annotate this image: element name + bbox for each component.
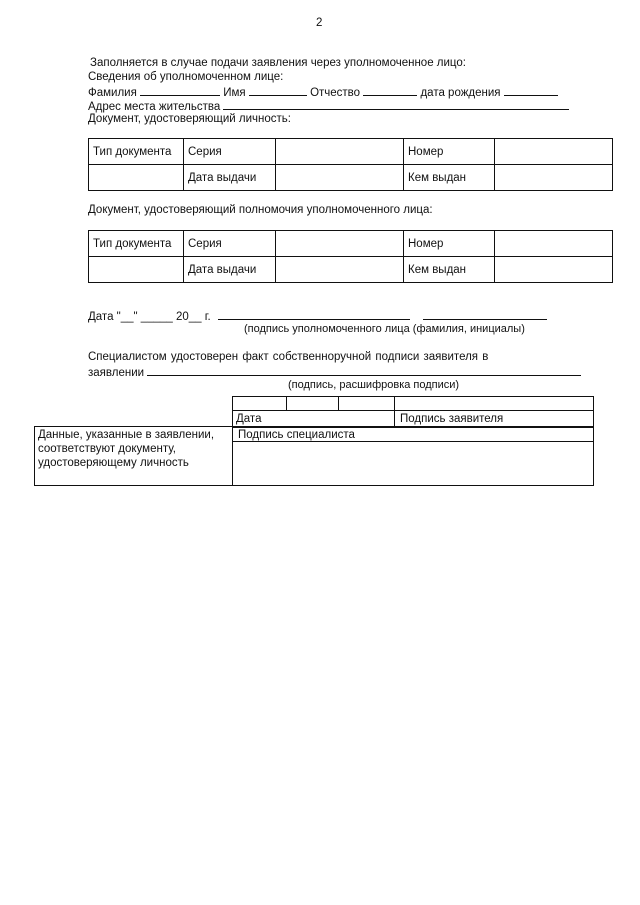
- auth-doc-number-field[interactable]: [495, 231, 613, 257]
- auth-doc-issue-date-field[interactable]: [276, 257, 404, 283]
- id-doc-series-field[interactable]: [276, 139, 404, 165]
- auth-doc-issued-by-field[interactable]: [495, 257, 613, 283]
- specialist-signature-field[interactable]: [147, 364, 581, 376]
- specialist-text-line2-label: заявлении: [88, 367, 145, 379]
- specialist-caption: (подпись, расшифровка подписи): [288, 379, 460, 391]
- data-note: Данные, указанные в заявлении, соответствуют документу, удостоверяющему личность: [38, 429, 215, 469]
- auth-doc-type-label: Тип документа: [89, 231, 184, 257]
- id-doc-table: [88, 138, 613, 191]
- surname-label: Фамилия: [88, 87, 137, 99]
- name-label: Имя: [223, 87, 246, 99]
- auth-doc-number-label: Номер: [404, 231, 495, 257]
- date-cell-divider-1: [286, 396, 287, 410]
- id-doc-issued-by-field[interactable]: [495, 165, 613, 191]
- specialist-text-line1: Специалистом удостоверен факт собственноручной подписи заявителя в: [88, 351, 489, 363]
- id-doc-issue-date-field[interactable]: [276, 165, 404, 191]
- specialist-signature-label: Подпись специалиста: [238, 429, 355, 441]
- rep-signature-caption: (подпись уполномоченного лица (фамилия, инициалы): [244, 323, 525, 335]
- auth-doc-series-label: Серия: [184, 231, 276, 257]
- page-number: 2: [316, 17, 323, 29]
- id-doc-title: Документ, удостоверяющий личность:: [88, 113, 291, 125]
- id-doc-issue-date-label: Дата выдачи: [184, 165, 276, 191]
- rep-info-title: Сведения об уполномоченном лице:: [88, 71, 284, 83]
- date-signature-divider: [394, 396, 395, 426]
- intro-text: Заполняется в случае подачи заявления через уполномоченное лицо:: [90, 57, 466, 69]
- auth-doc-type-field[interactable]: [89, 257, 184, 283]
- address-field[interactable]: [223, 98, 569, 110]
- surname-field[interactable]: [140, 84, 220, 96]
- applicant-signature-label: Подпись заявителя: [400, 413, 504, 425]
- id-doc-type-field[interactable]: [89, 165, 184, 191]
- patronymic-field[interactable]: [363, 84, 417, 96]
- auth-doc-issued-by-label: Кем выдан: [404, 257, 495, 283]
- name-field[interactable]: [249, 84, 307, 96]
- birth-date-label: дата рождения: [420, 87, 501, 99]
- id-doc-number-label: Номер: [404, 139, 495, 165]
- patronymic-label: Отчество: [310, 87, 361, 99]
- address-label: Адрес места жительства: [88, 101, 221, 113]
- applicant-date-divider: [232, 410, 593, 411]
- id-doc-issued-by-label: Кем выдан: [404, 165, 495, 191]
- auth-doc-series-field[interactable]: [276, 231, 404, 257]
- authority-doc-table: [88, 230, 613, 283]
- auth-doc-issue-date-label: Дата выдачи: [184, 257, 276, 283]
- date-cell-divider-2: [338, 396, 339, 410]
- birth-date-field[interactable]: [504, 84, 558, 96]
- rep-signature-field[interactable]: [218, 308, 410, 320]
- authority-doc-title: Документ, удостоверяющий полномочия уполномоченного лица:: [88, 204, 433, 216]
- rep-initials-field[interactable]: [423, 308, 547, 320]
- specialist-signature-area[interactable]: [233, 442, 591, 484]
- id-doc-type-label: Тип документа: [89, 139, 184, 165]
- bottom-date-label: Дата: [236, 413, 262, 425]
- date-prefix: Дата "__" _____ 20__ г.: [88, 311, 211, 323]
- id-doc-series-label: Серия: [184, 139, 276, 165]
- id-doc-number-field[interactable]: [495, 139, 613, 165]
